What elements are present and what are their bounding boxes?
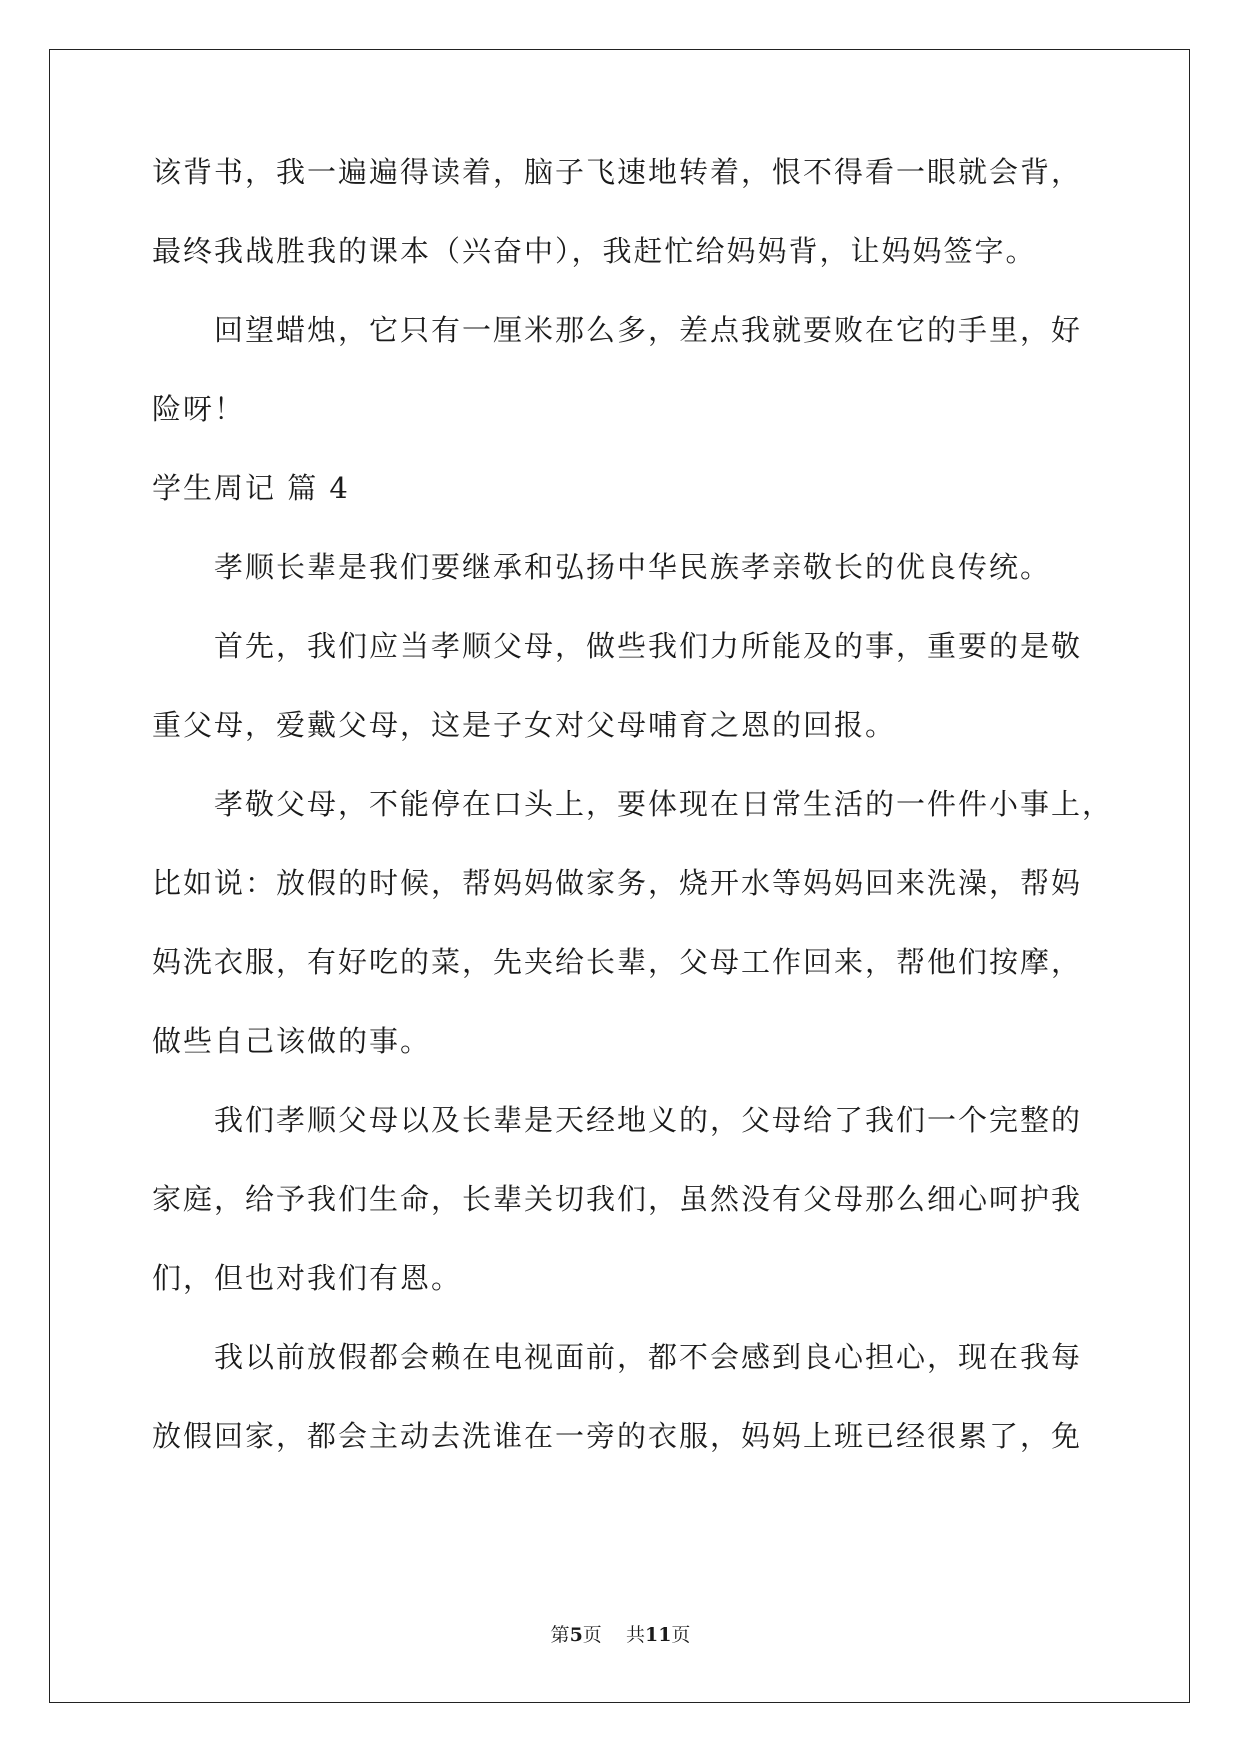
text-line: 放假回家，都会主动去洗谁在一旁的衣服，妈妈上班已经很累了，免: [152, 1419, 1083, 1453]
footer-suffix: 页: [671, 1624, 691, 1646]
text-line: 妈洗衣服，有好吃的菜，先夹给长辈，父母工作回来，帮他们按摩，: [152, 945, 1083, 979]
text-line: 险呀！: [152, 392, 246, 426]
paragraph-start: 孝顺长辈是我们要继承和弘扬中华民族孝亲敬长的优良传统。: [214, 550, 1052, 584]
section-heading: 学生周记 篇 4: [152, 471, 350, 505]
text-line: 最终我战胜我的课本（兴奋中），我赶忙给妈妈背，让妈妈签字。: [152, 234, 1037, 268]
page-footer: [0, 1620, 1241, 1647]
text-line: 该背书，我一遍遍得读着，脑子飞速地转着，恨不得看一眼就会背，: [152, 155, 1083, 189]
paragraph-start: 回望蜡烛，它只有一厘米那么多，差点我就要败在它的手里，好: [214, 313, 1083, 347]
total-pages-number: 11: [644, 1624, 672, 1646]
footer-middle: 页 共: [582, 1624, 645, 1646]
paragraph-start: 我以前放假都会赖在电视面前，都不会感到良心担心，现在我每: [214, 1340, 1083, 1374]
footer-prefix: 第: [550, 1624, 570, 1646]
paragraph-start: 首先，我们应当孝顺父母，做些我们力所能及的事，重要的是敬: [214, 629, 1083, 663]
text-line: 比如说：放假的时候，帮妈妈做家务，烧开水等妈妈回来洗澡，帮妈: [152, 866, 1083, 900]
text-line: 家庭，给予我们生命，长辈关切我们，虽然没有父母那么细心呵护我: [152, 1182, 1083, 1216]
current-page-number: 5: [569, 1624, 583, 1646]
text-line: 做些自己该做的事。: [152, 1024, 432, 1058]
paragraph-start: 我们孝顺父母以及长辈是天经地义的，父母给了我们一个完整的: [214, 1103, 1083, 1137]
text-line: 重父母，爱戴父母，这是子女对父母哺育之恩的回报。: [152, 708, 897, 742]
text-line: 们，但也对我们有恩。: [152, 1261, 463, 1295]
paragraph-start: 孝敬父母，不能停在口头上，要体现在日常生活的一件件小事上，: [214, 787, 1114, 821]
